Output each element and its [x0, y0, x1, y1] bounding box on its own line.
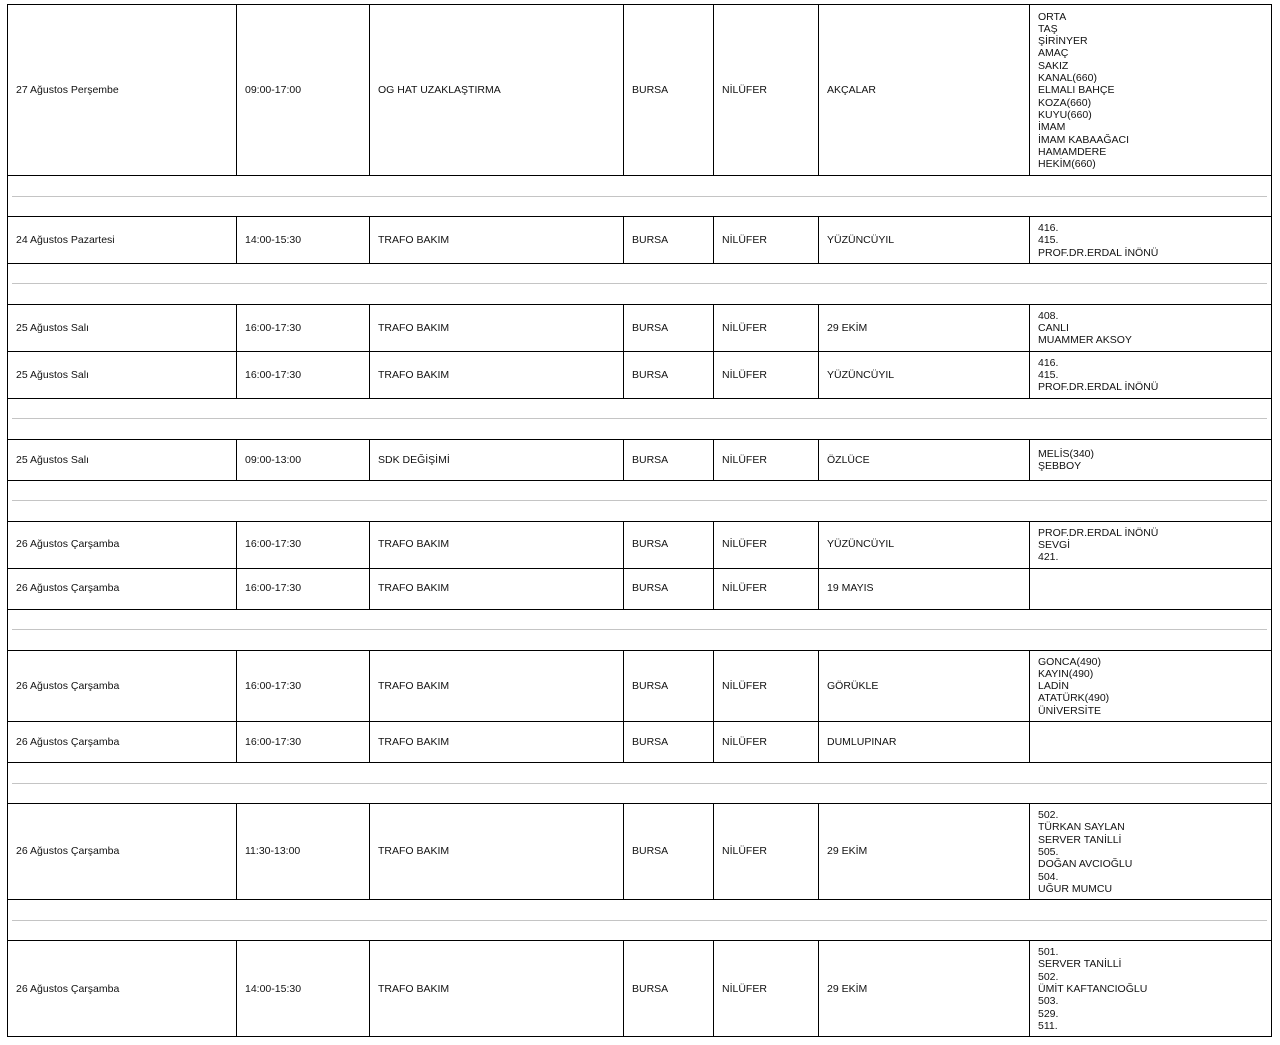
- street-name: 408.: [1038, 309, 1059, 322]
- street-name: LADİN: [1038, 680, 1069, 693]
- street-name: ORTA: [1038, 10, 1067, 23]
- street-name: 416.: [1038, 222, 1059, 234]
- work-type-cell: TRAFO BAKIM: [370, 568, 624, 609]
- street-name: KANAL(660): [1038, 72, 1097, 85]
- street-name: 415.: [1038, 369, 1059, 382]
- street-name: ŞEBBOY: [1038, 460, 1082, 473]
- time-cell: 11:30-13:00: [237, 804, 370, 900]
- neighborhood-cell: YÜZÜNCÜYIL: [819, 351, 1030, 398]
- work-type-cell: TRAFO BAKIM: [370, 351, 624, 398]
- street-name: SEVGİ: [1038, 538, 1071, 551]
- streets-cell: [1030, 217, 1272, 264]
- time-cell: 09:00-17:00: [237, 5, 370, 176]
- street-name: KAYIN(490): [1038, 667, 1094, 680]
- street-name: PROF.DR.ERDAL İNÖNÜ: [1038, 381, 1159, 394]
- street-name: ELMALI BAHÇE: [1038, 84, 1115, 97]
- table-row: [8, 521, 1272, 568]
- streets-cell: [1030, 5, 1272, 176]
- street-name: KOZA(660): [1038, 96, 1092, 109]
- streets-cell: [1030, 351, 1272, 398]
- time-cell: 16:00-17:30: [237, 351, 370, 398]
- time-cell: 16:00-17:30: [237, 650, 370, 721]
- street-name: İMAM: [1038, 121, 1066, 134]
- streets-cell: [1030, 568, 1272, 609]
- street-name: 511.: [1038, 1019, 1058, 1032]
- table-row: [8, 568, 1272, 609]
- neighborhood-cell: DUMLUPINAR: [819, 722, 1030, 763]
- street-name: MELİS(340): [1038, 447, 1095, 460]
- city-cell: BURSA: [624, 217, 714, 264]
- streets-cell: [1030, 722, 1272, 763]
- street-name: SAKIZ: [1038, 59, 1069, 72]
- date-cell: 25 Ağustos Salı: [8, 351, 237, 398]
- neighborhood-cell: 29 EKİM: [819, 941, 1030, 1037]
- district-cell: NİLÜFER: [714, 217, 819, 264]
- date-cell: 26 Ağustos Çarşamba: [8, 722, 237, 763]
- streets-cell: [1030, 521, 1272, 568]
- table-row: [8, 650, 1272, 721]
- district-cell: NİLÜFER: [714, 5, 819, 176]
- time-cell: 16:00-17:30: [237, 722, 370, 763]
- date-cell: 26 Ağustos Çarşamba: [8, 521, 237, 568]
- street-name: 505.: [1038, 845, 1059, 858]
- streets-cell: [1030, 304, 1272, 351]
- work-type-cell: TRAFO BAKIM: [370, 217, 624, 264]
- street-name: 502.: [1038, 809, 1059, 822]
- table-row: [8, 941, 1272, 1037]
- streets-cell: [1030, 804, 1272, 900]
- neighborhood-cell: GÖRÜKLE: [819, 650, 1030, 721]
- work-type-cell: TRAFO BAKIM: [370, 804, 624, 900]
- streets-cell: [1030, 650, 1272, 721]
- city-cell: BURSA: [624, 804, 714, 900]
- date-cell: 24 Ağustos Pazartesi: [8, 217, 237, 264]
- street-name: 529.: [1038, 1007, 1059, 1020]
- city-cell: BURSA: [624, 304, 714, 351]
- separator-row: [8, 763, 1272, 804]
- time-cell: 14:00-15:30: [237, 217, 370, 264]
- street-name: İMAM KABAAĞACI: [1038, 133, 1130, 146]
- separator-line: [12, 783, 1267, 784]
- district-cell: NİLÜFER: [714, 804, 819, 900]
- work-type-cell: TRAFO BAKIM: [370, 650, 624, 721]
- separator-row: [8, 176, 1272, 217]
- separator-row: [8, 900, 1272, 941]
- city-cell: BURSA: [624, 650, 714, 721]
- neighborhood-cell: AKÇALAR: [819, 5, 1030, 176]
- city-cell: BURSA: [624, 521, 714, 568]
- work-type-cell: TRAFO BAKIM: [370, 722, 624, 763]
- table-row: [8, 722, 1272, 763]
- date-cell: 27 Ağustos Perşembe: [8, 5, 237, 176]
- separator-line: [12, 500, 1267, 501]
- district-cell: NİLÜFER: [714, 439, 819, 480]
- street-name: ATATÜRK(490): [1038, 692, 1110, 705]
- street-name: TÜRKAN SAYLAN: [1038, 821, 1125, 834]
- street-name: KUYU(660): [1038, 108, 1092, 121]
- city-cell: BURSA: [624, 722, 714, 763]
- street-name: 416.: [1038, 356, 1059, 369]
- street-name: PROF.DR.ERDAL İNÖNÜ: [1038, 526, 1159, 539]
- time-cell: 16:00-17:30: [237, 304, 370, 351]
- neighborhood-cell: 19 MAYIS: [819, 568, 1030, 609]
- street-name: MUAMMER AKSOY: [1038, 334, 1132, 347]
- separator-cell: [8, 900, 1272, 941]
- street-name: PROF.DR.ERDAL İNÖNÜ: [1038, 246, 1159, 259]
- work-type-cell: TRAFO BAKIM: [370, 521, 624, 568]
- separator-cell: [8, 763, 1272, 804]
- separator-line: [12, 920, 1267, 921]
- district-cell: NİLÜFER: [714, 521, 819, 568]
- district-cell: NİLÜFER: [714, 304, 819, 351]
- separator-line: [12, 283, 1267, 284]
- neighborhood-cell: YÜZÜNCÜYIL: [819, 521, 1030, 568]
- separator-cell: [8, 263, 1272, 304]
- separator-row: [8, 263, 1272, 304]
- date-cell: 26 Ağustos Çarşamba: [8, 804, 237, 900]
- separator-row: [8, 609, 1272, 650]
- neighborhood-cell: ÖZLÜCE: [819, 439, 1030, 480]
- separator-cell: [8, 480, 1272, 521]
- work-type-cell: OG HAT UZAKLAŞTIRMA: [370, 5, 624, 176]
- street-name: 503.: [1038, 995, 1059, 1008]
- neighborhood-cell: YÜZÜNCÜYIL: [819, 217, 1030, 264]
- street-name: GONCA(490): [1038, 655, 1102, 668]
- street-name: TAŞ: [1038, 22, 1058, 35]
- street-name: 415.: [1038, 234, 1059, 247]
- street-name: ŞİRİNYER: [1038, 35, 1088, 48]
- street-name: UĞUR MUMCU: [1038, 882, 1113, 895]
- table-row: [8, 439, 1272, 480]
- separator-line: [12, 629, 1267, 630]
- district-cell: NİLÜFER: [714, 941, 819, 1037]
- date-cell: 26 Ağustos Çarşamba: [8, 941, 237, 1037]
- street-name: HAMAMDERE: [1038, 145, 1107, 158]
- street-name: 421.: [1038, 551, 1059, 564]
- street-name: HEKİM(660): [1038, 158, 1096, 171]
- street-name: ÜMİT KAFTANCIOĞLU: [1038, 983, 1148, 996]
- separator-row: [8, 398, 1272, 439]
- city-cell: BURSA: [624, 568, 714, 609]
- table-row: [8, 217, 1272, 264]
- separator-line: [12, 196, 1267, 197]
- district-cell: NİLÜFER: [714, 351, 819, 398]
- table-row: [8, 804, 1272, 900]
- date-cell: 25 Ağustos Salı: [8, 304, 237, 351]
- street-name: SERVER TANİLLİ: [1038, 833, 1122, 846]
- streets-cell: [1030, 439, 1272, 480]
- time-cell: 09:00-13:00: [237, 439, 370, 480]
- street-name: ÜNİVERSİTE: [1038, 704, 1102, 717]
- street-name: SERVER TANİLLİ: [1038, 958, 1122, 971]
- separator-cell: [8, 609, 1272, 650]
- work-type-cell: TRAFO BAKIM: [370, 304, 624, 351]
- street-name: 502.: [1038, 970, 1059, 983]
- district-cell: NİLÜFER: [714, 650, 819, 721]
- work-type-cell: TRAFO BAKIM: [370, 941, 624, 1037]
- table-row: [8, 5, 1272, 176]
- separator-cell: [8, 398, 1272, 439]
- outage-table: [7, 4, 1272, 1037]
- date-cell: 25 Ağustos Salı: [8, 439, 237, 480]
- streets-cell: [1030, 941, 1272, 1037]
- street-name: DOĞAN AVCIOĞLU: [1038, 858, 1133, 871]
- street-name: CANLI: [1038, 322, 1069, 335]
- work-type-cell: SDK DEĞİŞİMİ: [370, 439, 624, 480]
- city-cell: BURSA: [624, 941, 714, 1037]
- neighborhood-cell: 29 EKİM: [819, 304, 1030, 351]
- city-cell: BURSA: [624, 439, 714, 480]
- street-name: AMAÇ: [1038, 47, 1069, 60]
- date-cell: 26 Ağustos Çarşamba: [8, 650, 237, 721]
- table-row: [8, 304, 1272, 351]
- street-name: 504.: [1038, 870, 1059, 883]
- time-cell: 16:00-17:30: [237, 521, 370, 568]
- separator-cell: [8, 176, 1272, 217]
- district-cell: NİLÜFER: [714, 568, 819, 609]
- city-cell: BURSA: [624, 5, 714, 176]
- district-cell: NİLÜFER: [714, 722, 819, 763]
- table-row: [8, 351, 1272, 398]
- date-cell: 26 Ağustos Çarşamba: [8, 568, 237, 609]
- city-cell: BURSA: [624, 351, 714, 398]
- time-cell: 14:00-15:30: [237, 941, 370, 1037]
- separator-row: [8, 480, 1272, 521]
- street-name: 501.: [1038, 946, 1059, 959]
- time-cell: 16:00-17:30: [237, 568, 370, 609]
- neighborhood-cell: 29 EKİM: [819, 804, 1030, 900]
- separator-line: [12, 418, 1267, 419]
